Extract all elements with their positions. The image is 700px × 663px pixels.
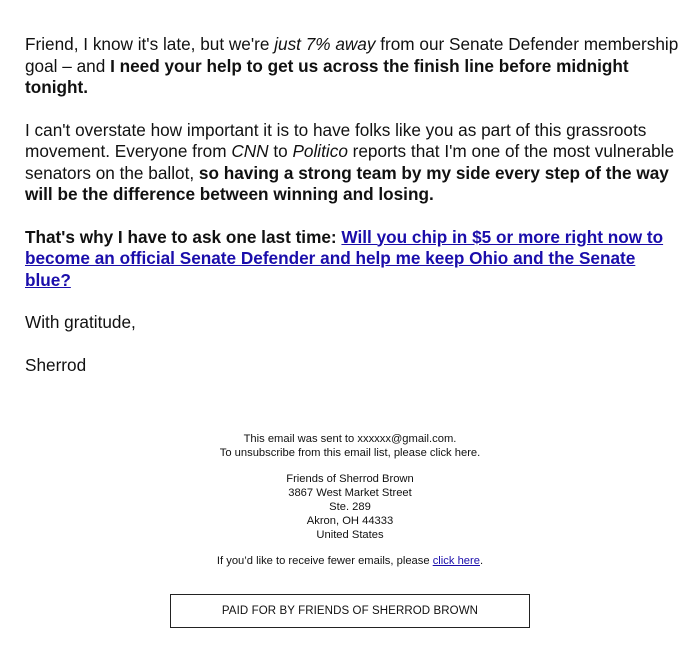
address-city: Akron, OH 44333	[306, 515, 394, 527]
address-street: 3867 West Market Street	[288, 487, 412, 499]
importance-text: I can't overstate how important it is to have folks like you as part of this grassroots movement. Everyone from	[25, 119, 647, 161]
paragraph-intro	[25, 34, 680, 99]
fewer-emails-line	[0, 554, 700, 568]
mailing-address	[0, 472, 700, 542]
signature: Sherrod	[25, 354, 87, 375]
address-suite: Ste. 289	[329, 501, 371, 513]
fewer-emails-link[interactable]: click here	[432, 555, 480, 567]
cnn-italic: CNN	[231, 141, 269, 161]
ask-bold: That's why I have to ask one last time:	[25, 226, 342, 247]
politico-italic: Politico	[292, 141, 348, 161]
email-footer	[0, 432, 700, 580]
address-country: United States	[316, 529, 384, 541]
fewer-emails-text: If you’d like to receive fewer emails, please	[216, 555, 433, 567]
intro-text-2: from our Senate Defender membership goal – and	[25, 34, 679, 76]
paid-for-disclaimer: PAID FOR BY FRIENDS OF SHERROD BROWN	[170, 594, 530, 628]
importance-text-3: reports that I'm one of the most vulnerable senators on the ballot,	[25, 141, 675, 183]
intro-text: Friend, I know it's late, but we're	[25, 34, 275, 54]
intro-italic: just 7% away	[274, 34, 376, 54]
fewer-emails-period: .	[479, 555, 484, 567]
sent-to-text: This email was sent to xxxxxx@gmail.com.	[243, 433, 457, 445]
importance-bold: so having a strong team by my side every step of the way will be the difference between winning and losing.	[25, 162, 669, 204]
email-body	[25, 34, 680, 397]
importance-text-2: to	[268, 141, 293, 161]
intro-bold: I need your help to get us across the finish line before midnight tonight.	[25, 55, 629, 97]
unsubscribe-text[interactable]: To unsubscribe from this email list, please click here.	[219, 447, 481, 459]
fewer-emails	[0, 554, 700, 568]
address-org: Friends of Sherrod Brown	[286, 473, 414, 485]
donate-link-text: Will you chip in $5 or more right now to become an official Senate Defender and help me keep Ohio and the Senate blue?	[25, 226, 664, 290]
paragraph-importance	[25, 120, 680, 206]
footer-notice	[0, 432, 700, 460]
closing: With gratitude,	[25, 312, 136, 332]
paragraph-ask	[25, 227, 680, 292]
